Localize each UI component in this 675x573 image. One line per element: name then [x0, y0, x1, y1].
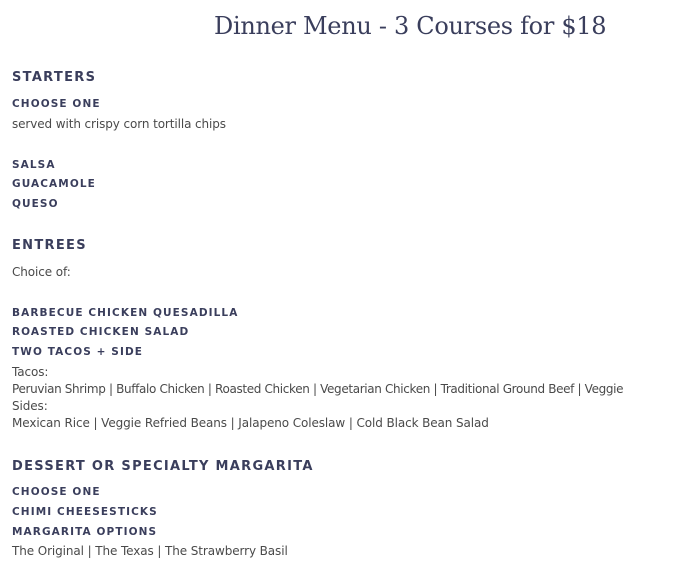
entrees-heading: ENTREES [12, 238, 87, 253]
starters-choose-one: CHOOSE ONE [12, 98, 101, 110]
page-title: Dinner Menu - 3 Courses for $18 [214, 12, 607, 40]
margarita-options-list: The Original | The Texas | The Strawberry Basil [12, 544, 288, 558]
menu-item-two-tacos-side: TWO TACOS + SIDE [12, 346, 144, 358]
menu-item-roasted-chicken-salad: ROASTED CHICKEN SALAD [12, 326, 190, 338]
starters-heading: STARTERS [12, 70, 97, 85]
menu-item-bbq-quesadilla: BARBECUE CHICKEN QUESADILLA [12, 307, 239, 319]
menu-item-salsa: SALSA [12, 159, 56, 171]
sides-label: Sides: [12, 399, 48, 413]
entrees-note: Choice of: [12, 265, 71, 279]
dessert-choose-one: CHOOSE ONE [12, 486, 101, 498]
starters-note: served with crispy corn tortilla chips [12, 117, 226, 131]
sides-options: Mexican Rice | Veggie Refried Beans | Jalapeno Coleslaw | Cold Black Bean Salad [12, 416, 489, 430]
tacos-label: Tacos: [12, 365, 49, 379]
dessert-heading: DESSERT OR SPECIALTY MARGARITA [12, 459, 314, 474]
menu-item-chimi-cheesesticks: CHIMI CHEESESTICKS [12, 506, 158, 518]
menu-item-queso: QUESO [12, 198, 59, 210]
menu-item-margarita-options: MARGARITA OPTIONS [12, 526, 158, 538]
tacos-options: Peruvian Shrimp | Buffalo Chicken | Roasted Chicken | Vegetarian Chicken | Traditional Ground Beef | Veggie [12, 382, 624, 396]
menu-item-guacamole: GUACAMOLE [12, 178, 96, 190]
